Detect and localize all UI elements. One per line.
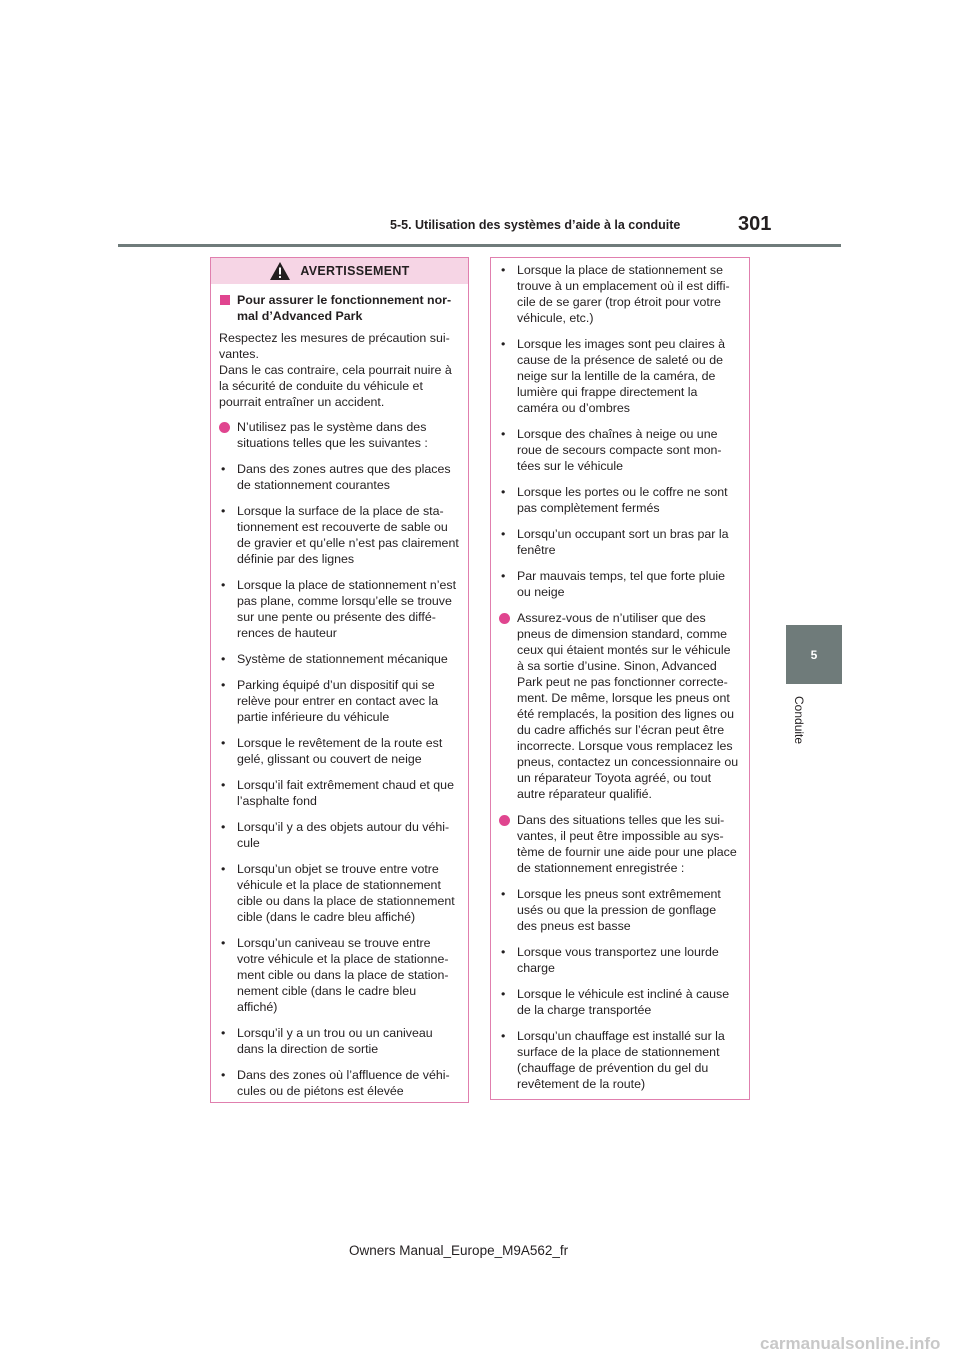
- warning-header: [211, 258, 468, 284]
- text-line: Assurez-vous de n’utiliser que des: [517, 611, 706, 625]
- text-line: tées sur le véhicule: [517, 459, 624, 473]
- text-line: tionnement est recouverte de sable ou: [237, 520, 448, 534]
- list-item: [219, 735, 459, 767]
- text-line: Par mauvais temps, tel que forte pluie: [517, 569, 725, 583]
- list-item: [219, 819, 459, 851]
- text-line: du cadre affichés sur l’écran peut être: [517, 723, 725, 737]
- watermark[interactable]: carmanualsonline.info: [760, 1334, 941, 1353]
- text-line: cile de se garer (trop étroit pour votre: [517, 295, 721, 309]
- text-line: Lorsqu’il fait extrêmement chaud et que: [237, 778, 454, 792]
- text-line: Parking équipé d’un dispositif qui se: [237, 678, 435, 692]
- text-line: Lorsque les pneus sont extrêmement: [517, 887, 721, 901]
- text-line: roue de secours compacte sont mon-: [517, 443, 722, 457]
- text-line: pourrait entraîner un accident.: [219, 395, 385, 409]
- bullet-dot-icon: •: [221, 504, 226, 518]
- section-heading: [219, 292, 459, 324]
- bullet-dot-icon: •: [221, 936, 226, 950]
- text-line: autre réparateur qualifié.: [517, 787, 653, 801]
- bullet-dot-icon: •: [221, 652, 226, 666]
- point-item: [499, 610, 740, 802]
- text-line: vantes, il peut être impossible au sys-: [517, 829, 724, 843]
- list-item: [499, 944, 740, 976]
- text-line: Lorsqu’un objet se trouve entre votre: [237, 862, 439, 876]
- text-line: Dans des zones où l’affluence de véhi-: [237, 1068, 450, 1082]
- text-line: Lorsqu’un caniveau se trouve entre: [237, 936, 431, 950]
- text-line: de la charge transportée: [517, 1003, 652, 1017]
- bullet-dot-icon: •: [221, 862, 226, 876]
- text-line: affiché): [237, 1000, 278, 1014]
- text-line: relève pour entrer en contact avec la: [237, 694, 439, 708]
- text-line: Lorsque la place de stationnement se: [517, 263, 723, 277]
- text-line: surface de la place de stationnement: [517, 1045, 720, 1059]
- list-item: [219, 503, 459, 567]
- text-line: N’utilisez pas le système dans des: [237, 420, 427, 434]
- bullet-dot-icon: •: [501, 887, 506, 901]
- bullet-dot-icon: •: [221, 820, 226, 834]
- list-item: [219, 1067, 459, 1099]
- text-line: revêtement de la route): [517, 1077, 646, 1091]
- text-line: sur une pente ou présente des diffé-: [237, 610, 436, 624]
- list-item: [499, 568, 740, 600]
- text-line: pas complètement fermés: [517, 501, 660, 515]
- point-item: [499, 812, 740, 876]
- page-number: 301: [738, 213, 772, 235]
- text-line: Lorsque les portes ou le coffre ne sont: [517, 485, 728, 499]
- point-item: [219, 419, 459, 451]
- bullet-dot-icon: •: [221, 778, 226, 792]
- text-line: un réparateur Toyota agréé, ou tout: [517, 771, 712, 785]
- list-item: [219, 651, 459, 667]
- text-line: Lorsque les images sont peu claires à: [517, 337, 726, 351]
- text-line: Dans des zones autres que des places: [237, 462, 451, 476]
- text-line: votre véhicule et la place de stationne-: [237, 952, 449, 966]
- bullet-dot-icon: •: [221, 1068, 226, 1082]
- text-line: neige sur la lentille de la caméra, de: [517, 369, 716, 383]
- bullet-dot-icon: •: [501, 263, 506, 277]
- list-item: [499, 526, 740, 558]
- text-line: charge: [517, 961, 555, 975]
- text-line: dans la direction de sortie: [237, 1042, 379, 1056]
- text-line: situations telles que les suivantes :: [237, 436, 428, 450]
- bullet-list-right-a: [499, 262, 740, 600]
- section-title: 5-5. Utilisation des systèmes d’aide à la conduite: [390, 218, 681, 232]
- bullet-dot-icon: •: [501, 1029, 506, 1043]
- text-line: cule: [237, 836, 260, 850]
- text-line: Lorsque le véhicule est incliné à cause: [517, 987, 730, 1001]
- text-line: Système de stationnement mécanique: [237, 652, 448, 666]
- list-item: [219, 935, 459, 1015]
- list-item: [219, 577, 459, 641]
- text-line: pas plane, comme lorsqu’elle se trouve: [237, 594, 452, 608]
- bullet-dot-icon: •: [501, 485, 506, 499]
- text-line: Lorsque la surface de la place de sta-: [237, 504, 444, 518]
- text-line: Dans le cas contraire, cela pourrait nuire à: [219, 363, 452, 377]
- text-line: gelé, glissant ou couvert de neige: [237, 752, 422, 766]
- text-line: Lorsque vous transportez une lourde: [517, 945, 719, 959]
- text-line: partie inférieure du véhicule: [237, 710, 390, 724]
- text-line: Lorsque la place de stationnement n’est: [237, 578, 457, 592]
- intro-paragraph: [219, 330, 459, 410]
- list-item: [219, 1025, 459, 1057]
- bullet-list-left: [219, 461, 459, 1099]
- text-line: de gravier et qu’elle n’est pas clairement: [237, 536, 459, 550]
- text-line: Lorsque des chaînes à neige ou une: [517, 427, 718, 441]
- bullet-dot-icon: •: [221, 1026, 226, 1040]
- text-line: lumière qui frappe directement la: [517, 385, 698, 399]
- warning-content-left: [211, 284, 468, 1099]
- bullet-dot-icon: •: [501, 569, 506, 583]
- text-line: pneus, contactez un concessionnaire ou: [517, 755, 739, 769]
- text-line: l’asphalte fond: [237, 794, 317, 808]
- text-line: de stationnement enregistrée :: [517, 861, 685, 875]
- text-line: cible (dans le cadre bleu affiché): [237, 910, 416, 924]
- square-bullet-icon: [220, 295, 230, 305]
- text-line: incorrecte. Lorsque vous remplacez les: [517, 739, 733, 753]
- bullet-dot-icon: •: [501, 337, 506, 351]
- footer-manual-id: Owners Manual_Europe_M9A562_fr: [349, 1243, 569, 1258]
- list-item: [499, 426, 740, 474]
- text-line: ment. De même, lorsque les pneus ont: [517, 691, 730, 705]
- text-line: cible ou dans la place de stationnement: [237, 894, 455, 908]
- bullet-dot-icon: •: [501, 527, 506, 541]
- text-line: nement cible (dans le cadre bleu: [237, 984, 417, 998]
- text-line: Lorsqu’il y a des objets autour du véhi-: [237, 820, 450, 834]
- text-line: pneus de dimension standard, comme: [517, 627, 728, 641]
- warning-box-right: [490, 257, 750, 1100]
- text-line: cause de la présence de saleté ou de: [517, 353, 723, 367]
- text-line: véhicule, etc.): [517, 311, 594, 325]
- bullet-dot-icon: •: [501, 427, 506, 441]
- text-line: véhicule et la place de stationnement: [237, 878, 441, 892]
- text-line: tème de fournir une aide pour une place: [517, 845, 737, 859]
- bullet-dot-icon: •: [501, 945, 506, 959]
- text-line: des pneus est basse: [517, 919, 631, 933]
- bullet-dot-icon: •: [221, 578, 226, 592]
- bullet-list-right-b: [499, 886, 740, 1092]
- text-line: Park peut ne pas fonctionner correcte-: [517, 675, 728, 689]
- circle-bullet-icon: [499, 815, 510, 826]
- list-item: [499, 336, 740, 416]
- chapter-label: Conduite: [792, 696, 806, 745]
- list-item: [219, 777, 459, 809]
- chapter-tab[interactable]: [786, 625, 842, 684]
- text-line: Lorsqu’un occupant sort un bras par la: [517, 527, 729, 541]
- bullet-dot-icon: •: [501, 987, 506, 1001]
- text-line: ou neige: [517, 585, 565, 599]
- text-line: été remplacés, la position des lignes ou: [517, 707, 734, 721]
- header-rule: [118, 244, 841, 247]
- text-line: mal d’Advanced Park: [237, 309, 363, 323]
- text-line: de stationnement courantes: [237, 478, 390, 492]
- text-line: ceux qui étaient montés sur le véhicule: [517, 643, 731, 657]
- list-item: [499, 484, 740, 516]
- text-line: Respectez les mesures de précaution sui-: [219, 331, 450, 345]
- text-line: Lorsque le revêtement de la route est: [237, 736, 443, 750]
- text-line: rences de hauteur: [237, 626, 337, 640]
- warning-triangle-icon: [269, 261, 291, 281]
- list-item: [499, 262, 740, 326]
- text-line: trouve à un emplacement où il est diffi-: [517, 279, 730, 293]
- bullet-dot-icon: •: [221, 736, 226, 750]
- text-line: Lorsqu’un chauffage est installé sur la: [517, 1029, 725, 1043]
- list-item: [499, 986, 740, 1018]
- list-item: [219, 677, 459, 725]
- text-line: (chauffage de prévention du gel du: [517, 1061, 709, 1075]
- bullet-dot-icon: •: [221, 462, 226, 476]
- text-line: caméra ou d’ombres: [517, 401, 630, 415]
- text-line: usés ou que la pression de gonflage: [517, 903, 717, 917]
- circle-bullet-icon: [219, 422, 230, 433]
- text-line: cules ou de piétons est élevée: [237, 1084, 404, 1098]
- list-item: [219, 461, 459, 493]
- list-item: [499, 886, 740, 934]
- text-line: Pour assurer le fonctionnement nor-: [237, 293, 452, 307]
- circle-bullet-icon: [499, 613, 510, 624]
- text-line: vantes.: [219, 347, 259, 361]
- text-line: définie par des lignes: [237, 552, 355, 566]
- text-line: Dans des situations telles que les sui-: [517, 813, 725, 827]
- warning-content-right: [491, 258, 749, 1092]
- text-line: à sa sortie d’usine. Sinon, Advanced: [517, 659, 717, 673]
- warning-box-left: [210, 257, 469, 1103]
- list-item: [499, 1028, 740, 1092]
- bullet-dot-icon: •: [221, 678, 226, 692]
- text-line: fenêtre: [517, 543, 556, 557]
- list-item: [219, 861, 459, 925]
- text-line: Lorsqu’il y a un trou ou un caniveau: [237, 1026, 433, 1040]
- text-line: ment cible ou dans la place de station-: [237, 968, 449, 982]
- text-line: la sécurité de conduite du véhicule et: [219, 379, 423, 393]
- warning-title: AVERTISSEMENT: [300, 264, 410, 278]
- chapter-number: 5: [810, 647, 818, 662]
